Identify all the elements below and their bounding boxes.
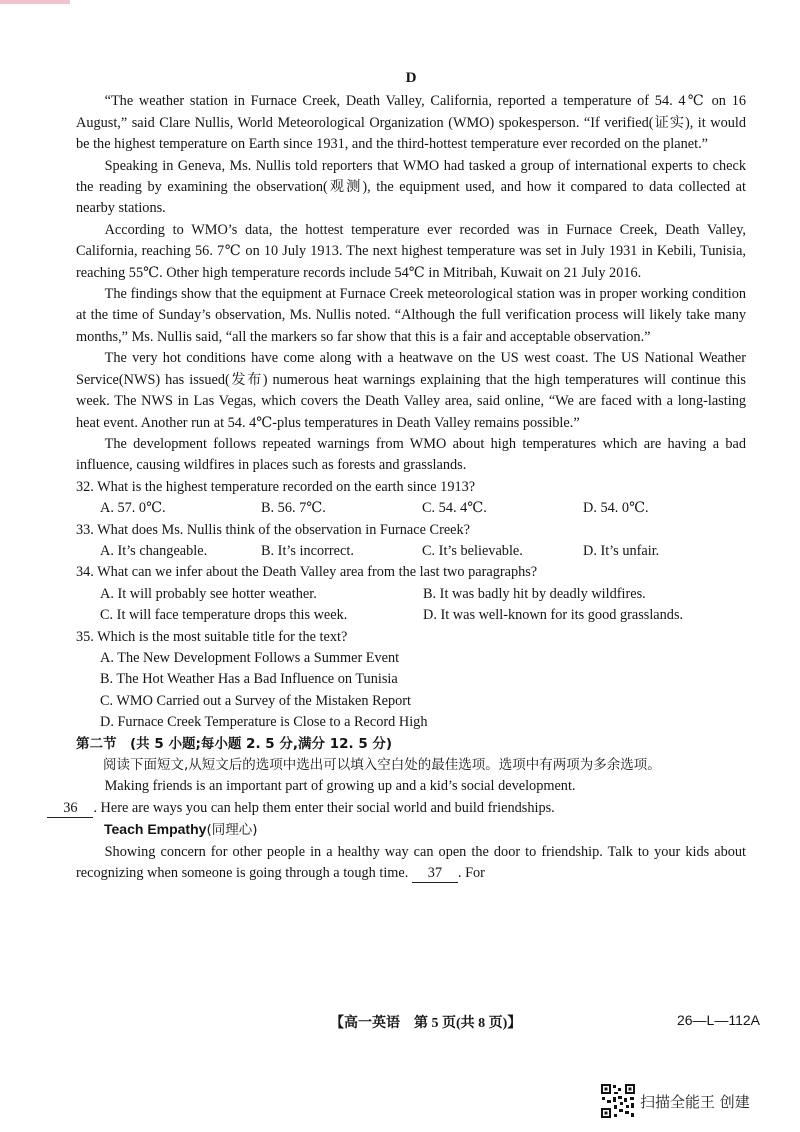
subheading-text: Teach Empathy bbox=[104, 821, 207, 838]
question-34-option-b: B. It was badly hit by deadly wildfires. bbox=[423, 585, 646, 602]
passage-paragraph-5: The very hot conditions have come along with a heatwave on the US west coast. The US National Weather Service(NWS) has issued(发布) numerous heat warnings explaining that the high temperatures will continue this week. The NWS in Las Vegas, which covers the Death Valley area, said online, “We are faced with a long-lasting heat event. Another run at 54. 4℃-plus temperatures in Death Valley remains possible.” bbox=[76, 350, 746, 431]
question-32-option-b: B. 56. 7℃. bbox=[261, 500, 326, 517]
question-33-option-a: A. It’s changeable. bbox=[100, 542, 208, 559]
question-34-option-d: D. It was well-known for its good grasslands. bbox=[423, 607, 684, 624]
question-32-option-d: D. 54. 0℃. bbox=[583, 500, 649, 517]
question-33-stem: 33. What does Ms. Nullis think of the observation in Furnace Creek? bbox=[76, 521, 471, 538]
section-2-paragraph bbox=[76, 842, 746, 885]
question-34-options-row-2 bbox=[76, 605, 746, 626]
question-34-stem: 34. What can we infer about the Death Valley area from the last two paragraphs? bbox=[76, 564, 538, 581]
section-2-after-37: . For bbox=[457, 865, 485, 882]
qr-code-icon bbox=[600, 1083, 636, 1119]
question-35-option-a: A. The New Development Follows a Summer Event bbox=[100, 649, 400, 666]
question-32-stem: 32. What is the highest temperature recorded on the earth since 1913? bbox=[76, 478, 476, 495]
passage-paragraph-4: The findings show that the equipment at Furnace Creek meteorological station was in proper working condition at the time of Sunday’s observation, Ms. Nullis noted. “Although the full verification process will likely take many months,” Ms. Nullis said, “all the markers so far show that this is a fair and acceptable observation.” bbox=[76, 286, 746, 345]
subheading-cn-gloss: (同理心) bbox=[206, 822, 258, 839]
section-2-after-36: . Here are ways you can help them enter their social world and build friendships. bbox=[93, 799, 555, 816]
footer-code: 26—L—112A bbox=[676, 1012, 760, 1028]
question-35-option-b: B. The Hot Weather Has a Bad Influence on Tunisia bbox=[100, 671, 398, 688]
passage-paragraph-1: “The weather station in Furnace Creek, Death Valley, California, reported a temperature of 54. 4℃ on 16 August,” said Clare Nullis, World Meteorological Organization (WMO) spokesperson. “If verified(证实), it would be the highest temperature on Earth since 1931, and the third-hottest temperature ever recorded on the planet.” bbox=[76, 93, 746, 153]
question-33-option-c: C. It’s believable. bbox=[422, 542, 523, 559]
passage-paragraph-6: The development follows repeated warnings from WMO about high temperatures which are having a bad influence, causing wildfires in places such as forests and grasslands. bbox=[76, 435, 746, 474]
question-35-option-d: D. Furnace Creek Temperature is Close to a Record High bbox=[100, 714, 428, 731]
scanner-watermark bbox=[600, 1083, 750, 1119]
question-33-option-d: D. It’s unfair. bbox=[583, 542, 660, 559]
section-2-intro-text: Making friends is an important part of growing up and a kid’s social development. bbox=[104, 778, 576, 795]
exam-page bbox=[63, 68, 746, 884]
question-32-options bbox=[76, 498, 746, 519]
question-34-option-a: A. It will probably see hotter weather. bbox=[100, 585, 317, 602]
section-2-instruction: 阅读下面短文,从短文后的选项中选出可以填入空白处的最佳选项。选项中有两项为多余选项。 bbox=[103, 757, 661, 773]
question-34-option-c: C. It will face temperature drops this week. bbox=[100, 607, 348, 624]
scanner-label: 扫描全能王 创建 bbox=[640, 1092, 750, 1111]
question-35-option-c: C. WMO Carried out a Survey of the Mistaken Report bbox=[100, 692, 412, 709]
section-letter: D bbox=[405, 70, 417, 86]
blank-36: 36 bbox=[47, 799, 93, 818]
corner-color-mark bbox=[0, 0, 70, 4]
section-2-paragraph-text: Showing concern for other people in a healthy way can open the door to friendship. Talk to your kids about recognizing when someone is going through a tough time. bbox=[76, 843, 746, 882]
question-33-option-b: B. It’s incorrect. bbox=[261, 542, 354, 559]
passage-paragraph-2: Speaking in Geneva, Ms. Nullis told reporters that WMO had tasked a group of international experts to check the reading by examining the observation(观测), the equipment used, and how it compared to data collected at nearby stations. bbox=[76, 157, 746, 217]
subheading-teach-empathy bbox=[76, 819, 746, 841]
question-35-stem: 35. Which is the most suitable title for the text? bbox=[76, 628, 348, 645]
question-34-options-row-1 bbox=[76, 584, 746, 605]
footer-title: 【高一英语 第 5 页(共 8 页)】 bbox=[330, 1016, 522, 1031]
passage-paragraph-3: According to WMO’s data, the hottest temperature ever recorded was in Furnace Creek, Death Valley, California, reaching 56. 7℃ on 10 July 1913. The next highest temperature was set in July 1931 in Kebili, Tunisia, reaching 55℃. Other high temperature records include 54℃ in Mitribah, Kuwait on 21 July 2016. bbox=[76, 221, 746, 281]
question-32-option-c: C. 54. 4℃. bbox=[422, 500, 487, 517]
question-32-option-a: A. 57. 0℃. bbox=[100, 500, 166, 517]
page-footer bbox=[330, 1012, 760, 1032]
section-2-heading: 第二节 (共 5 小题;每小题 2. 5 分,满分 12. 5 分) bbox=[76, 735, 393, 752]
section-2-intro-paragraph bbox=[63, 776, 746, 819]
blank-37: 37 bbox=[412, 864, 458, 883]
question-33-options bbox=[76, 541, 746, 562]
